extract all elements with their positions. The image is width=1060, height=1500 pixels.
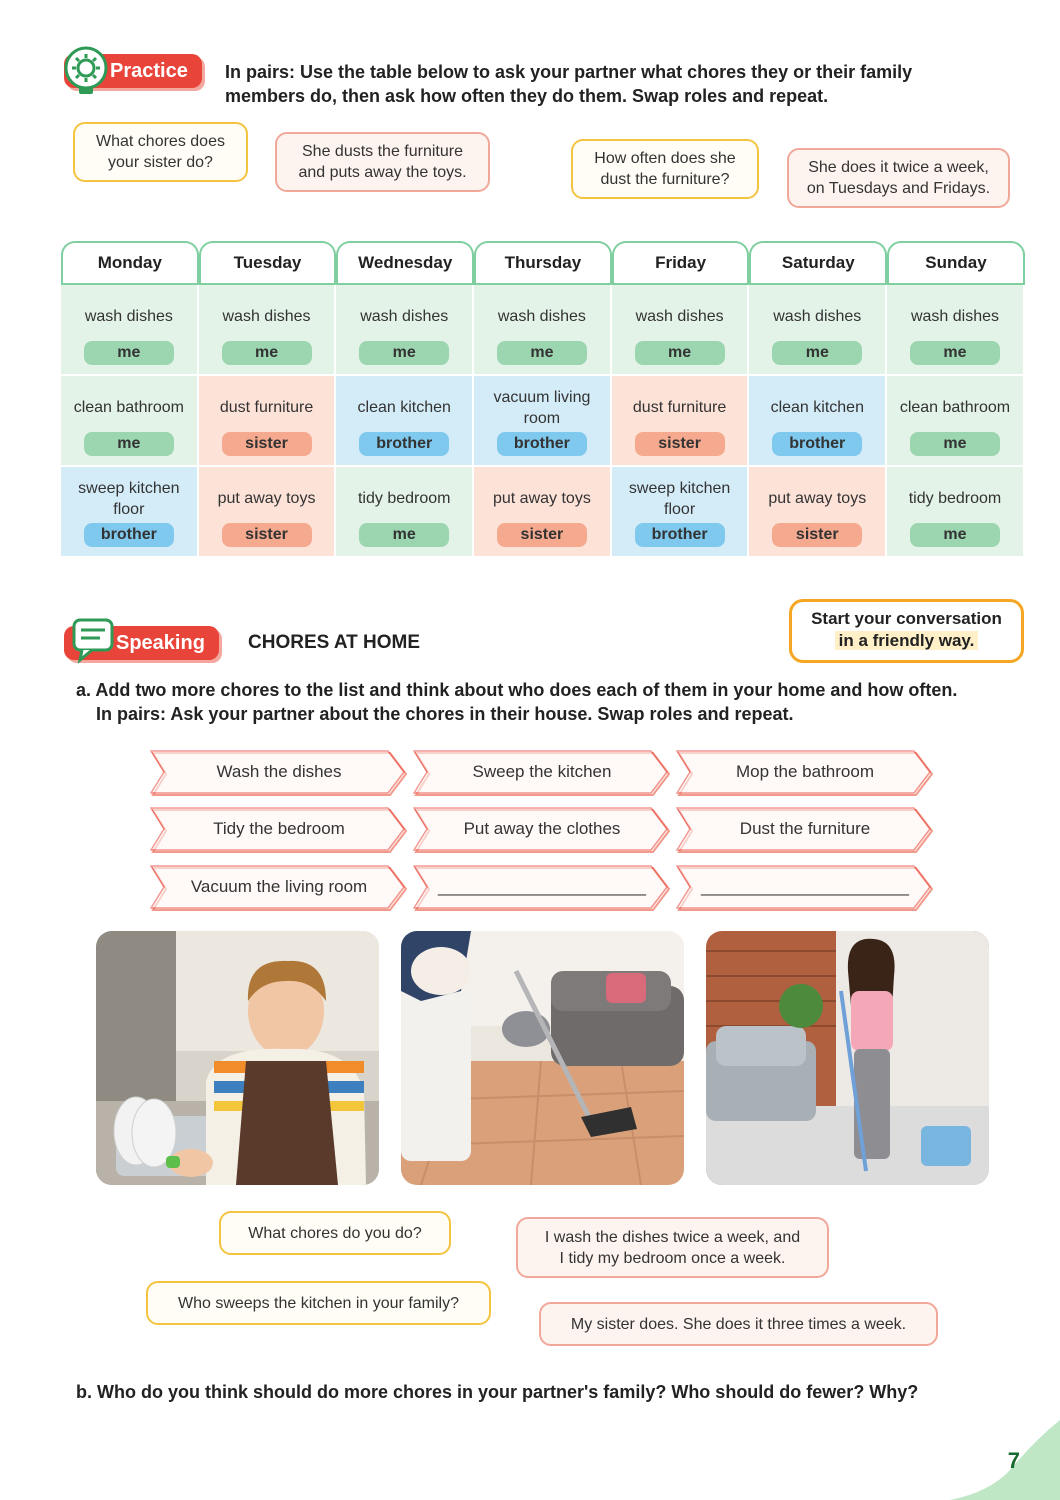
chore-label: put away toys (492, 490, 591, 507)
speech-bubble: I wash the dishes twice a week, and I tidy my bedroom once a week. (516, 1217, 829, 1278)
chore-arrow-label: Wash the dishes (216, 762, 342, 781)
day-header: Friday (612, 241, 750, 283)
day-header: Tuesday (199, 241, 337, 283)
table-header-row (61, 241, 1025, 283)
chore-label: wash dishes (910, 308, 999, 325)
day-header: Sunday (887, 241, 1025, 283)
table-cell (749, 376, 887, 467)
day-header: Wednesday (336, 241, 474, 283)
person-tag: sister (222, 432, 312, 456)
lightbulb-gear-icon (64, 46, 112, 96)
chore-arrow (150, 807, 408, 851)
person-tag: me (359, 523, 449, 547)
speech-bubble: My sister does. She does it three times a week. (539, 1302, 938, 1346)
day-header: Monday (61, 241, 199, 283)
person-tag: me (84, 432, 174, 456)
table-cell (887, 285, 1025, 376)
chore-label: vacuum living room (493, 388, 591, 427)
chore-arrow-label: ______________________ (437, 877, 646, 896)
table-cell (336, 467, 474, 558)
person-tag: brother (84, 523, 174, 547)
table-cell (336, 285, 474, 376)
page-corner-decoration (950, 1420, 1060, 1500)
table-row (61, 376, 1025, 467)
table-cell (612, 376, 750, 467)
person-tag: me (359, 341, 449, 365)
page-number: 7 (1007, 1448, 1020, 1473)
chore-arrow-label: Tidy the bedroom (213, 819, 345, 838)
chore-arrow-label: Dust the furniture (739, 819, 871, 838)
speech-bubble: How often does she dust the furniture? (571, 139, 759, 199)
speech-bubble: What chores does your sister do? (73, 122, 248, 182)
table-cell (612, 467, 750, 558)
day-header: Thursday (474, 241, 612, 283)
table-cell (199, 285, 337, 376)
table-cell (474, 467, 612, 558)
person-tag: me (222, 341, 312, 365)
chore-label: clean kitchen (357, 399, 451, 416)
chore-label: tidy bedroom (357, 490, 451, 507)
chore-label: wash dishes (773, 308, 862, 325)
person-tag: me (910, 341, 1000, 365)
chore-label: dust furniture (632, 399, 727, 416)
speaking-label: Speaking (64, 626, 219, 660)
photo-vacuum-cleaning (401, 931, 684, 1185)
person-tag: me (635, 341, 725, 365)
table-cell (336, 376, 474, 467)
chore-label: put away toys (217, 490, 316, 507)
chores-table (61, 241, 1025, 558)
photo-boy-washing-dishes (96, 931, 379, 1185)
person-tag: sister (772, 523, 862, 547)
table-cell (61, 285, 199, 376)
table-cell (199, 376, 337, 467)
table-cell (887, 467, 1025, 558)
table-body (61, 283, 1025, 558)
speech-bubble: She does it twice a week, on Tuesdays and Fridays. (787, 148, 1010, 208)
instruction-b: b. Who do you think should do more chores in your partner's family? Who should do fewer? Why? (76, 1382, 919, 1402)
chore-label: wash dishes (84, 308, 173, 325)
chore-arrow[interactable] (676, 865, 934, 909)
chore-arrow (676, 750, 934, 794)
practice-instruction: In pairs: Use the table below to ask your partner what chores they or their family members do, then ask how often they do them. Swap roles and repeat. (225, 62, 913, 106)
chore-label: clean kitchen (770, 399, 864, 416)
table-cell (612, 285, 750, 376)
instruction-a: a. Add two more chores to the list and think about who does each of them in your home and how often. In pairs: Ask your partner about the chores in their house. Swap roles and repeat. (76, 680, 958, 724)
speech-bubble: What chores do you do? (219, 1211, 451, 1255)
practice-badge (64, 54, 202, 88)
speech-bubble-icon (70, 616, 118, 666)
person-tag: sister (222, 523, 312, 547)
chore-arrow-label: ______________________ (700, 877, 909, 896)
chore-label: clean bathroom (73, 399, 184, 416)
table-row (61, 285, 1025, 376)
person-tag: me (772, 341, 862, 365)
person-tag: me (84, 341, 174, 365)
chore-label: clean bathroom (899, 399, 1011, 416)
table-cell (61, 467, 199, 558)
person-tag: me (910, 523, 1000, 547)
chore-arrow-label: Mop the bathroom (736, 762, 874, 781)
person-tag: sister (497, 523, 587, 547)
table-cell (749, 285, 887, 376)
chore-label: put away toys (768, 490, 867, 507)
tip-box: Start your conversation in a friendly way. (789, 599, 1024, 663)
chore-label: tidy bedroom (908, 490, 1002, 507)
table-cell (474, 376, 612, 467)
person-tag: brother (772, 432, 862, 456)
person-tag: sister (635, 432, 725, 456)
photo-girl-mopping (706, 931, 989, 1185)
person-tag: me (910, 432, 1000, 456)
chore-arrow-label: Sweep the kitchen (472, 762, 612, 781)
chore-label: sweep kitchen floor (78, 479, 180, 518)
chore-arrow (150, 750, 408, 794)
chore-arrow (413, 807, 671, 851)
chore-label: wash dishes (360, 308, 449, 325)
person-tag: me (497, 341, 587, 365)
day-header: Saturday (749, 241, 887, 283)
chore-arrow (413, 750, 671, 794)
person-tag: brother (359, 432, 449, 456)
chore-label: wash dishes (497, 308, 586, 325)
table-cell (474, 285, 612, 376)
person-tag: brother (635, 523, 725, 547)
person-tag: brother (497, 432, 587, 456)
table-cell (887, 376, 1025, 467)
chore-arrow (676, 807, 934, 851)
table-cell (61, 376, 199, 467)
table-row (61, 467, 1025, 558)
chore-arrow (150, 865, 408, 909)
table-cell (749, 467, 887, 558)
chore-label: wash dishes (635, 308, 724, 325)
chore-label: dust furniture (219, 399, 314, 416)
chore-arrow-label: Put away the clothes (463, 819, 621, 838)
speech-bubble: She dusts the furniture and puts away the toys. (275, 132, 490, 192)
chore-label: wash dishes (222, 308, 311, 325)
practice-label: Practice (64, 54, 202, 88)
speaking-badge (64, 626, 219, 660)
section-title: CHORES AT HOME (248, 632, 421, 653)
chore-arrow-label: Vacuum the living room (190, 877, 368, 896)
speech-bubble: Who sweeps the kitchen in your family? (146, 1281, 491, 1325)
chore-label: sweep kitchen floor (628, 479, 731, 518)
chore-arrow[interactable] (413, 865, 671, 909)
table-cell (199, 467, 337, 558)
